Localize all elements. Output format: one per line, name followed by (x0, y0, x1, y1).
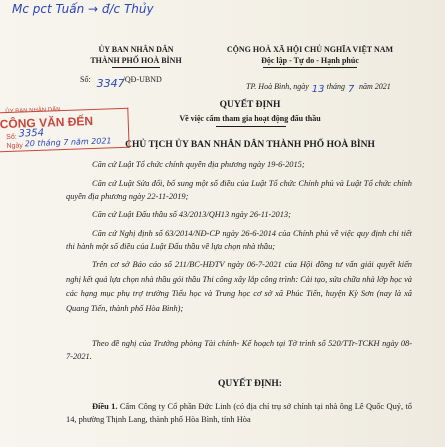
issue-date: TP. Hoà Bình, ngày 13 tháng 7 năm 2021 (246, 82, 391, 95)
article-1-label: Điều 1. (92, 402, 118, 411)
stamp-so-value: 3354 (18, 127, 45, 140)
stamp-top-text: ỦY BAN NHÂN DÂN (5, 107, 61, 116)
stamp-date-label: Ngày (6, 142, 23, 150)
preamble-2: Căn cứ Luật Sửa đổi, bổ sung một số điều của Luật Tổ chức Chính phủ và Luật Tổ chức chính quyền địa phương ngày 22-11-2019; (66, 179, 412, 201)
national-motto: Độc lập - Tự do - Hạnh phúc (261, 56, 359, 65)
national-title: CỘNG HOÀ XÃ HỘI CHỦ NGHĨA VIỆT NAM (226, 45, 394, 54)
number-prefix: Số: (80, 75, 91, 84)
preamble-4: Căn cứ Nghị định số 63/2014/NĐ-CP ngày 26-6-2014 của Chính phủ về việc quy định chi tiết thi hành một số điều của Luật Đấu thầu về lựa chọn nhà thầu; (66, 229, 412, 251)
agency-line2: THÀNH PHỐ HOÀ BÌNH (90, 56, 182, 65)
agency-line1: ỦY BAN NHÂN DÂN (98, 45, 174, 54)
preamble-1: Căn cứ Luật Tổ chức chính quyền địa phương ngày 19-6-2015; (92, 160, 305, 169)
stamp-title: CÔNG VĂN ĐẾN (0, 113, 94, 132)
decision-subject: Về việc cấm tham gia hoạt động đấu thầu (179, 114, 321, 123)
issuing-authority: CHỦ TỊCH ỦY BAN NHÂN DÂN THÀNH PHỐ HOÀ BÌNH (125, 140, 375, 150)
preamble-3: Căn cứ Luật Đấu thầu số 43/2013/QH13 ngày 26-11-2013; (92, 210, 291, 219)
article-1 (66, 400, 412, 426)
document-number (80, 75, 162, 90)
decision-title: QUYẾT ĐỊNH (219, 100, 281, 110)
issue-month: 7 (347, 84, 355, 95)
issue-day: 13 (311, 84, 325, 95)
number-value: 3347 (96, 77, 125, 90)
subject-underline (216, 126, 286, 127)
stamp-date-value: 20 tháng 7 năm 2021 (24, 136, 112, 149)
preamble-6: Theo đề nghị của Trưởng phòng Tài chính- Kế hoạch tại Tờ trình số 520/TTr-TCKH ngày 08-7-2021. (66, 339, 412, 361)
motto-underline (263, 67, 357, 68)
preamble-5: Trên cơ sở Báo cáo số 211/BC-HĐTV ngày 06-7-2021 của Hội đồng tư vấn giải quyết kiến nghị kết quả lựa chọn nhà thầu gói thầu Thi công xây lắp công trình: Cải tạo, sửa chữa nhà lớp học và các hạng mục phụ trợ trường Tiểu học và Trung học cơ sở xã Phúc Tiến, huyện Kỳ Sơn (nay là xã Quang Tiến, thành phố Hòa Bình); (66, 260, 412, 313)
handwritten-note: Mc pct Tuấn → đ/c Thủy (12, 2, 154, 16)
stamp-so-label: Số: (6, 133, 17, 142)
article-1-text: Cấm Công ty Cổ phần Đức Linh (có địa chỉ trụ sở chính tại nhà ông Lê Quốc Quý, tổ 14, phường Thịnh Lang, thành phố Hòa Bình, tỉnh Hòa (66, 402, 412, 424)
number-suffix: /QĐ-UBND (122, 75, 162, 84)
agency-underline (112, 67, 160, 68)
decides-heading: QUYẾT ĐỊNH: (218, 379, 282, 389)
